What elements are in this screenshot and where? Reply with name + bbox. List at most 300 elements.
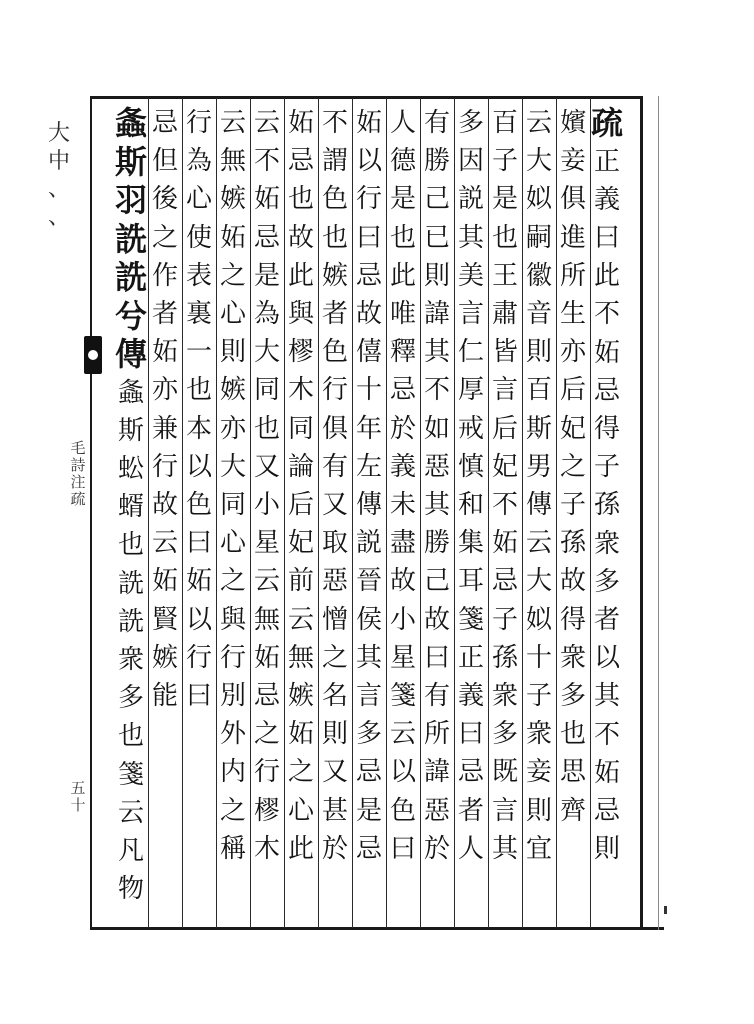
glyph: 一 — [185, 337, 212, 368]
glyph: 其 — [457, 222, 484, 253]
glyph: 惡 — [423, 451, 450, 482]
glyph: 行 — [321, 375, 348, 406]
glyph: 物 — [117, 874, 144, 905]
glyph: 妃 — [559, 413, 586, 444]
glyph: 説 — [457, 184, 484, 215]
column-rule — [216, 98, 217, 928]
glyph: 斯 — [114, 142, 147, 181]
glyph: 宜 — [525, 833, 552, 864]
glyph: 以 — [185, 451, 212, 482]
glyph: 則 — [525, 795, 552, 826]
text-column-12 — [216, 104, 250, 924]
glyph: 德 — [389, 146, 416, 177]
column-rule — [386, 98, 387, 928]
glyph: 云 — [253, 108, 280, 138]
glyph: 大 — [525, 146, 552, 177]
glyph: 前 — [287, 566, 314, 597]
glyph: 亦 — [219, 413, 246, 444]
glyph: 兮 — [114, 296, 147, 335]
column-rule — [454, 98, 455, 928]
glyph: 作 — [151, 260, 178, 291]
glyph: 衆 — [525, 719, 552, 750]
glyph: 木 — [253, 833, 280, 864]
glyph: 者 — [151, 299, 178, 330]
glyph: 箋 — [457, 604, 484, 635]
glyph: 又 — [321, 757, 348, 788]
glyph: 其 — [491, 833, 518, 864]
glyph: 嬪 — [559, 108, 586, 138]
glyph: 云 — [389, 719, 416, 750]
glyph: 多 — [457, 108, 484, 138]
text-column-8 — [352, 104, 386, 924]
glyph: 衆 — [593, 528, 620, 559]
glyph: 不 — [491, 490, 518, 521]
glyph: 不 — [253, 146, 280, 177]
glyph: 其 — [423, 337, 450, 368]
glyph: 不 — [593, 299, 620, 330]
glyph: 皆 — [491, 337, 518, 368]
text-column-2 — [556, 104, 590, 924]
text-column-15 — [114, 104, 148, 924]
glyph: 曰 — [185, 681, 212, 712]
glyph: 云 — [117, 797, 144, 828]
glyph: 使 — [185, 222, 212, 253]
glyph: 美 — [457, 260, 484, 291]
glyph: 詵 — [114, 219, 147, 258]
glyph: 有 — [321, 451, 348, 482]
glyph: 同 — [219, 490, 246, 521]
glyph: 亦 — [151, 375, 178, 406]
text-column-4 — [488, 104, 522, 924]
glyph: 己 — [423, 184, 450, 215]
glyph: 賢 — [151, 604, 178, 635]
glyph: 妬 — [355, 108, 382, 138]
glyph: 集 — [457, 528, 484, 559]
text-column-6 — [420, 104, 454, 924]
glyph: 論 — [287, 451, 314, 482]
glyph: 王 — [491, 260, 518, 291]
glyph: 以 — [355, 146, 382, 177]
glyph: 注 — [70, 473, 86, 491]
glyph: 諱 — [423, 299, 450, 330]
column-rule — [352, 98, 353, 928]
glyph: 不 — [593, 719, 620, 750]
text-column-5 — [454, 104, 488, 924]
glyph: 多 — [491, 719, 518, 750]
glyph: 行 — [253, 757, 280, 788]
glyph: 嫉 — [219, 184, 246, 215]
text-column-14 — [148, 104, 182, 924]
glyph: 曰 — [389, 833, 416, 864]
glyph: 百 — [491, 108, 518, 138]
glyph: 子 — [491, 146, 518, 177]
glyph: 是 — [355, 795, 382, 826]
column-rule — [318, 98, 319, 928]
column-rule — [250, 98, 251, 928]
glyph: 則 — [525, 337, 552, 368]
glyph: 與 — [287, 299, 314, 330]
text-column-3 — [522, 104, 556, 924]
glyph: 大 — [219, 451, 246, 482]
glyph: 如 — [423, 413, 450, 444]
glyph: 木 — [287, 375, 314, 406]
glyph: 毛 — [70, 439, 86, 457]
glyph: 能 — [151, 681, 178, 712]
glyph: 以 — [593, 643, 620, 674]
glyph: 也 — [117, 530, 144, 561]
glyph: 忌 — [253, 222, 280, 253]
glyph: 人 — [457, 833, 484, 864]
glyph: 孫 — [491, 642, 518, 673]
margin-header-fragment: 大 中 、 、 — [47, 121, 70, 230]
glyph: 肅 — [491, 299, 518, 330]
glyph: 因 — [457, 146, 484, 177]
glyph: 侯 — [355, 604, 382, 635]
glyph: 勝 — [423, 528, 450, 559]
glyph: 曰 — [423, 642, 450, 673]
glyph: 齊 — [559, 795, 586, 826]
glyph: 妬 — [287, 108, 314, 138]
glyph: 其 — [355, 642, 382, 673]
glyph: 妾 — [525, 757, 552, 788]
glyph: 名 — [321, 681, 348, 712]
text-column-1 — [590, 104, 624, 924]
glyph: 也 — [491, 222, 518, 253]
glyph: 妬 — [253, 642, 280, 673]
glyph: 男 — [525, 451, 552, 482]
glyph: 星 — [389, 642, 416, 673]
glyph: 同 — [287, 413, 314, 444]
glyph: 行 — [219, 642, 246, 673]
glyph: 無 — [219, 146, 246, 177]
glyph: 此 — [287, 260, 314, 291]
glyph: 不 — [423, 375, 450, 406]
glyph: 釋 — [389, 337, 416, 368]
glyph: 十 — [70, 796, 86, 814]
glyph: 百 — [525, 375, 552, 406]
glyph: 云 — [287, 604, 314, 635]
glyph: 也 — [117, 721, 144, 752]
glyph: 正 — [593, 146, 620, 177]
glyph: 義 — [593, 184, 620, 215]
glyph: 人 — [389, 108, 416, 138]
margin-book-title — [68, 440, 88, 508]
glyph: 傳 — [525, 490, 552, 521]
glyph: 無 — [287, 642, 314, 673]
glyph: 也 — [185, 375, 212, 406]
glyph: 得 — [593, 413, 620, 444]
glyph: 曰 — [593, 222, 620, 253]
glyph: 俱 — [559, 184, 586, 215]
column-rule — [148, 98, 149, 928]
glyph: 勝 — [423, 146, 450, 177]
glyph: 之 — [219, 795, 246, 826]
column-rule — [284, 98, 285, 928]
glyph: 徽 — [525, 260, 552, 291]
glyph: 進 — [559, 222, 586, 253]
glyph: 有 — [423, 681, 450, 712]
glyph: 嫉 — [287, 681, 314, 712]
column-rule — [590, 98, 591, 928]
glyph: 色 — [321, 184, 348, 215]
fish-tail-ornament — [84, 336, 102, 374]
page-edge-mark — [664, 906, 667, 914]
glyph: 色 — [185, 490, 212, 521]
glyph: 衆 — [117, 644, 144, 675]
glyph: 疏 — [70, 490, 86, 508]
glyph: 裏 — [185, 299, 212, 330]
glyph: 箋 — [117, 759, 144, 790]
glyph: 未 — [389, 490, 416, 521]
glyph: 妾 — [559, 146, 586, 177]
glyph: 則 — [423, 260, 450, 291]
glyph: 内 — [219, 757, 246, 788]
glyph: 多 — [355, 719, 382, 750]
glyph: 詩 — [70, 456, 86, 474]
glyph: 於 — [389, 413, 416, 444]
glyph: 忌 — [355, 260, 382, 291]
glyph: 姒 — [525, 184, 552, 215]
glyph: 傳 — [355, 490, 382, 521]
glyph: 子 — [491, 604, 518, 635]
glyph: 年 — [355, 413, 382, 444]
glyph: 不 — [321, 108, 348, 138]
glyph: 謂 — [321, 146, 348, 177]
glyph: 則 — [321, 719, 348, 750]
glyph: 者 — [457, 795, 484, 826]
glyph: 蝑 — [117, 492, 144, 523]
glyph: 樛 — [287, 337, 314, 368]
glyph: 音 — [525, 299, 552, 330]
glyph: 色 — [321, 337, 348, 368]
glyph: 言 — [355, 681, 382, 712]
glyph: 和 — [457, 490, 484, 521]
glyph: 箋 — [389, 681, 416, 712]
glyph: 慎 — [457, 451, 484, 482]
glyph: 曰 — [457, 719, 484, 750]
glyph: 忌 — [457, 757, 484, 788]
glyph: 憎 — [321, 604, 348, 635]
glyph: 忌 — [355, 833, 382, 864]
glyph: 甚 — [321, 795, 348, 826]
glyph: 同 — [253, 375, 280, 406]
glyph: 云 — [525, 108, 552, 138]
glyph: 妬 — [287, 719, 314, 750]
glyph: 又 — [253, 451, 280, 482]
glyph: 無 — [253, 604, 280, 635]
frame-right-border — [640, 96, 643, 930]
glyph: 子 — [559, 490, 586, 521]
glyph: 亦 — [559, 337, 586, 368]
glyph: 詵 — [114, 258, 147, 296]
glyph: 也 — [253, 413, 280, 444]
glyph: 故 — [151, 490, 178, 521]
glyph: 也 — [287, 184, 314, 215]
glyph: 嫉 — [219, 375, 246, 406]
glyph: 所 — [423, 719, 450, 750]
glyph: 行 — [151, 451, 178, 482]
glyph: 小 — [253, 490, 280, 521]
glyph: 者 — [321, 299, 348, 330]
glyph: 是 — [389, 184, 416, 215]
glyph: 是 — [491, 184, 518, 215]
glyph: 外 — [219, 719, 246, 750]
glyph: 之 — [253, 719, 280, 750]
glyph: 子 — [525, 681, 552, 712]
glyph: 別 — [219, 681, 246, 712]
glyph: 心 — [219, 299, 246, 330]
glyph: 忌 — [491, 566, 518, 597]
glyph: 言 — [491, 795, 518, 826]
glyph: 盡 — [389, 528, 416, 559]
glyph: 妬 — [185, 566, 212, 597]
glyph: 本 — [185, 413, 212, 444]
glyph: 己 — [423, 566, 450, 597]
glyph: 姒 — [525, 604, 552, 635]
glyph: 以 — [185, 604, 212, 635]
glyph: 故 — [287, 222, 314, 253]
glyph: 多 — [593, 566, 620, 597]
glyph: 生 — [559, 299, 586, 330]
glyph: 稱 — [219, 833, 246, 864]
glyph: 詵 — [117, 568, 144, 599]
glyph: 與 — [219, 604, 246, 635]
column-rule — [522, 98, 523, 928]
glyph: 子 — [593, 452, 620, 483]
glyph: 取 — [321, 528, 348, 559]
frame-top-border — [90, 96, 642, 99]
glyph: 也 — [559, 719, 586, 750]
glyph: 妬 — [593, 337, 620, 368]
glyph: 樛 — [253, 795, 280, 826]
glyph: 忌 — [355, 757, 382, 788]
glyph: 此 — [593, 261, 620, 292]
text-column-10 — [284, 104, 318, 924]
glyph: 小 — [389, 604, 416, 635]
page-edge-line — [658, 96, 659, 930]
glyph: 詵 — [117, 606, 144, 637]
glyph: 仁 — [457, 337, 484, 368]
glyph: 忌 — [389, 375, 416, 406]
glyph: 但 — [151, 146, 178, 177]
glyph: 孫 — [593, 490, 620, 521]
glyph: 正 — [457, 642, 484, 673]
column-rule — [556, 98, 557, 928]
glyph: 僖 — [355, 337, 382, 368]
glyph: 為 — [253, 299, 280, 330]
glyph: 忌 — [151, 108, 178, 138]
glyph: 故 — [389, 566, 416, 597]
glyph: 左 — [355, 451, 382, 482]
glyph: 後 — [151, 184, 178, 215]
column-rule — [420, 98, 421, 928]
margin-page-number — [68, 780, 88, 814]
glyph: 此 — [389, 260, 416, 291]
glyph: 以 — [389, 757, 416, 788]
glyph: 表 — [185, 260, 212, 291]
glyph: 行 — [185, 642, 212, 673]
glyph: 其 — [593, 681, 620, 712]
glyph: 諱 — [423, 757, 450, 788]
glyph: 妬 — [491, 528, 518, 559]
glyph: 妬 — [219, 222, 246, 253]
text-column-13 — [182, 104, 216, 924]
glyph: 厚 — [457, 375, 484, 406]
glyph: 大 — [525, 566, 552, 597]
frame-bottom-border — [90, 927, 664, 930]
text-column-9 — [318, 104, 352, 924]
glyph: 孫 — [559, 528, 586, 559]
glyph: 又 — [321, 490, 348, 521]
glyph: 是 — [253, 260, 280, 291]
glyph: 色 — [389, 795, 416, 826]
glyph: 嫉 — [321, 260, 348, 291]
glyph: 之 — [219, 566, 246, 597]
glyph: 曰 — [355, 222, 382, 253]
glyph: 者 — [593, 604, 620, 635]
glyph: 蚣 — [117, 453, 144, 484]
glyph: 忌 — [253, 681, 280, 712]
glyph: 心 — [219, 528, 246, 559]
glyph: 妬 — [593, 757, 620, 788]
glyph: 五 — [70, 779, 86, 797]
glyph: 唯 — [389, 299, 416, 330]
glyph: 故 — [559, 566, 586, 597]
glyph: 耳 — [457, 566, 484, 597]
glyph: 説 — [355, 528, 382, 559]
glyph: 螽 — [117, 377, 144, 408]
glyph: 云 — [219, 108, 246, 138]
glyph: 俱 — [321, 413, 348, 444]
column-rule — [488, 98, 489, 928]
glyph: 惡 — [321, 566, 348, 597]
glyph: 心 — [185, 184, 212, 215]
glyph: 曰 — [185, 528, 212, 559]
glyph: 之 — [321, 642, 348, 673]
glyph: 惡 — [423, 795, 450, 826]
glyph: 得 — [559, 604, 586, 635]
glyph: 此 — [287, 833, 314, 864]
glyph: 星 — [253, 528, 280, 559]
glyph: 為 — [185, 146, 212, 177]
glyph: 於 — [321, 833, 348, 864]
glyph: 傳 — [114, 335, 147, 373]
glyph: 也 — [389, 222, 416, 253]
glyph: 云 — [253, 566, 280, 597]
text-column-11 — [250, 104, 284, 924]
glyph: 嗣 — [525, 222, 552, 253]
glyph: 嫉 — [151, 642, 178, 673]
frame-left-border — [90, 96, 92, 930]
glyph: 衆 — [559, 642, 586, 673]
glyph: 忌 — [287, 146, 314, 177]
glyph: 之 — [559, 451, 586, 482]
glyph: 云 — [525, 528, 552, 559]
glyph: 其 — [423, 490, 450, 521]
glyph: 螽 — [114, 104, 147, 142]
glyph: 妬 — [151, 337, 178, 368]
glyph: 十 — [525, 642, 552, 673]
glyph: 已 — [423, 222, 450, 253]
glyph: 義 — [457, 681, 484, 712]
glyph: 妃 — [287, 528, 314, 559]
text-column-7 — [386, 104, 420, 924]
glyph: 妃 — [491, 451, 518, 482]
glyph: 多 — [117, 683, 144, 714]
glyph: 有 — [423, 108, 450, 138]
glyph: 行 — [185, 108, 212, 138]
glyph: 后 — [491, 413, 518, 444]
